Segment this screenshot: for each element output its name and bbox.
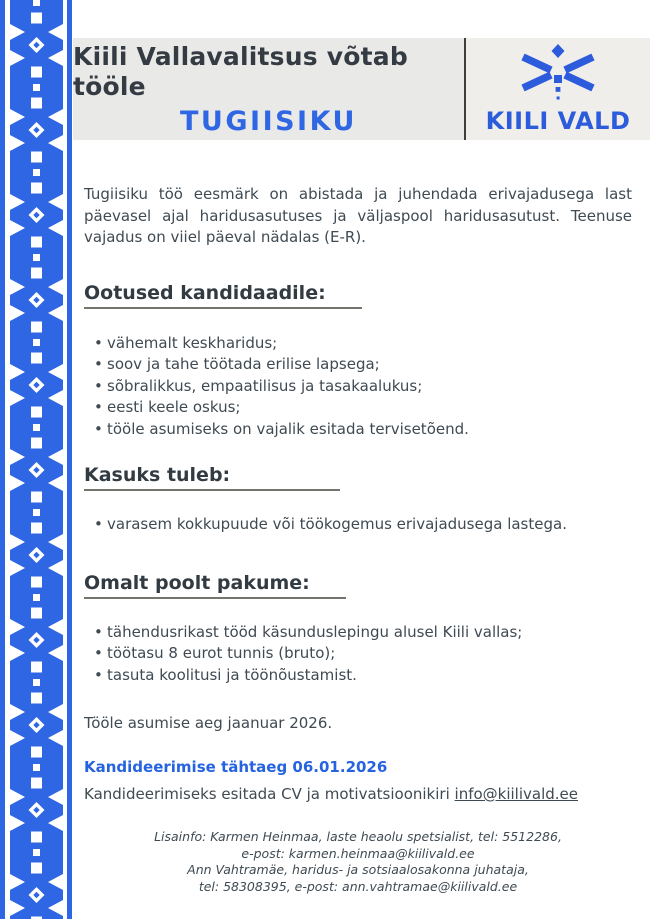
list-item: • sõbralikkus, empaatilisus ja tasakaalukus; [84, 376, 632, 398]
contact-info [84, 829, 632, 895]
section-heading-offer: Omalt poolt pakume: [84, 573, 346, 599]
apply-text: Kandideerimiseks esitada CV ja motivatsioonikiri [84, 785, 455, 803]
contact-line: tel: 58308395, e-post: ann.vahtramae@kiilivald.ee [198, 878, 518, 894]
dragonfly-icon [509, 43, 607, 105]
contact-line: e-post: karmen.heinmaa@kiilivald.ee [241, 845, 475, 861]
expectations-list [84, 333, 632, 441]
main-content [84, 140, 632, 895]
application-deadline: Kandideerimise tähtaeg 06.01.2026 [84, 758, 388, 776]
list-item: • varasem kokkupuude või töökogemus erivajadusega lastega. [84, 514, 632, 536]
list-item: • tööle asumiseks on vajalik esitada tervisetõend. [84, 419, 632, 441]
logo-text: KIILI VALD [485, 107, 631, 135]
list-item: • soov ja tahe töötada erilise lapsega; [84, 354, 632, 376]
header-title-box [73, 38, 464, 140]
list-item: • eesti keele oskus; [84, 397, 632, 419]
page-title: Kiili Vallavalitsus võtab tööle [73, 41, 408, 101]
folk-pattern-border-icon [0, 0, 73, 919]
list-item: • töötasu 8 eurot tunnis (bruto); [84, 643, 632, 665]
logo-box [466, 38, 650, 140]
list-item: • vähemalt keskharidus; [84, 333, 632, 355]
section-heading-advantages: Kasuks tuleb: [84, 465, 340, 491]
list-item: • tähendusrikast tööd käsunduslepingu alusel Kiili vallas; [84, 622, 632, 644]
start-date-line: Tööle asumise aeg jaanuar 2026. [84, 714, 333, 732]
header [73, 38, 650, 140]
apply-instructions [84, 784, 632, 805]
list-item: • tasuta koolitusi ja töönõustamist. [84, 665, 632, 687]
contact-line: Lisainfo: Karmen Heinmaa, laste heaolu spetsialist, tel: 5512286, [154, 829, 562, 844]
job-role-title: TUGIISIKU [180, 105, 357, 137]
contact-line: Ann Vahtramäe, haridus- ja sotsiaalosakonna juhataja, [187, 862, 529, 877]
offer-list [84, 622, 632, 687]
email-link[interactable]: info@kiilivald.ee [454, 785, 579, 803]
intro-paragraph: Tugiisiku töö eesmärk on abistada ja juhendada erivajadusega last päevasel ajal haridusasutuses ja väljaspool haridusasutust. Teenuse vajadus on viiel päeval nädalas (E-R). [84, 185, 632, 246]
section-heading-expectations: Ootused kandidaadile: [84, 283, 362, 309]
advantages-list [84, 514, 632, 536]
